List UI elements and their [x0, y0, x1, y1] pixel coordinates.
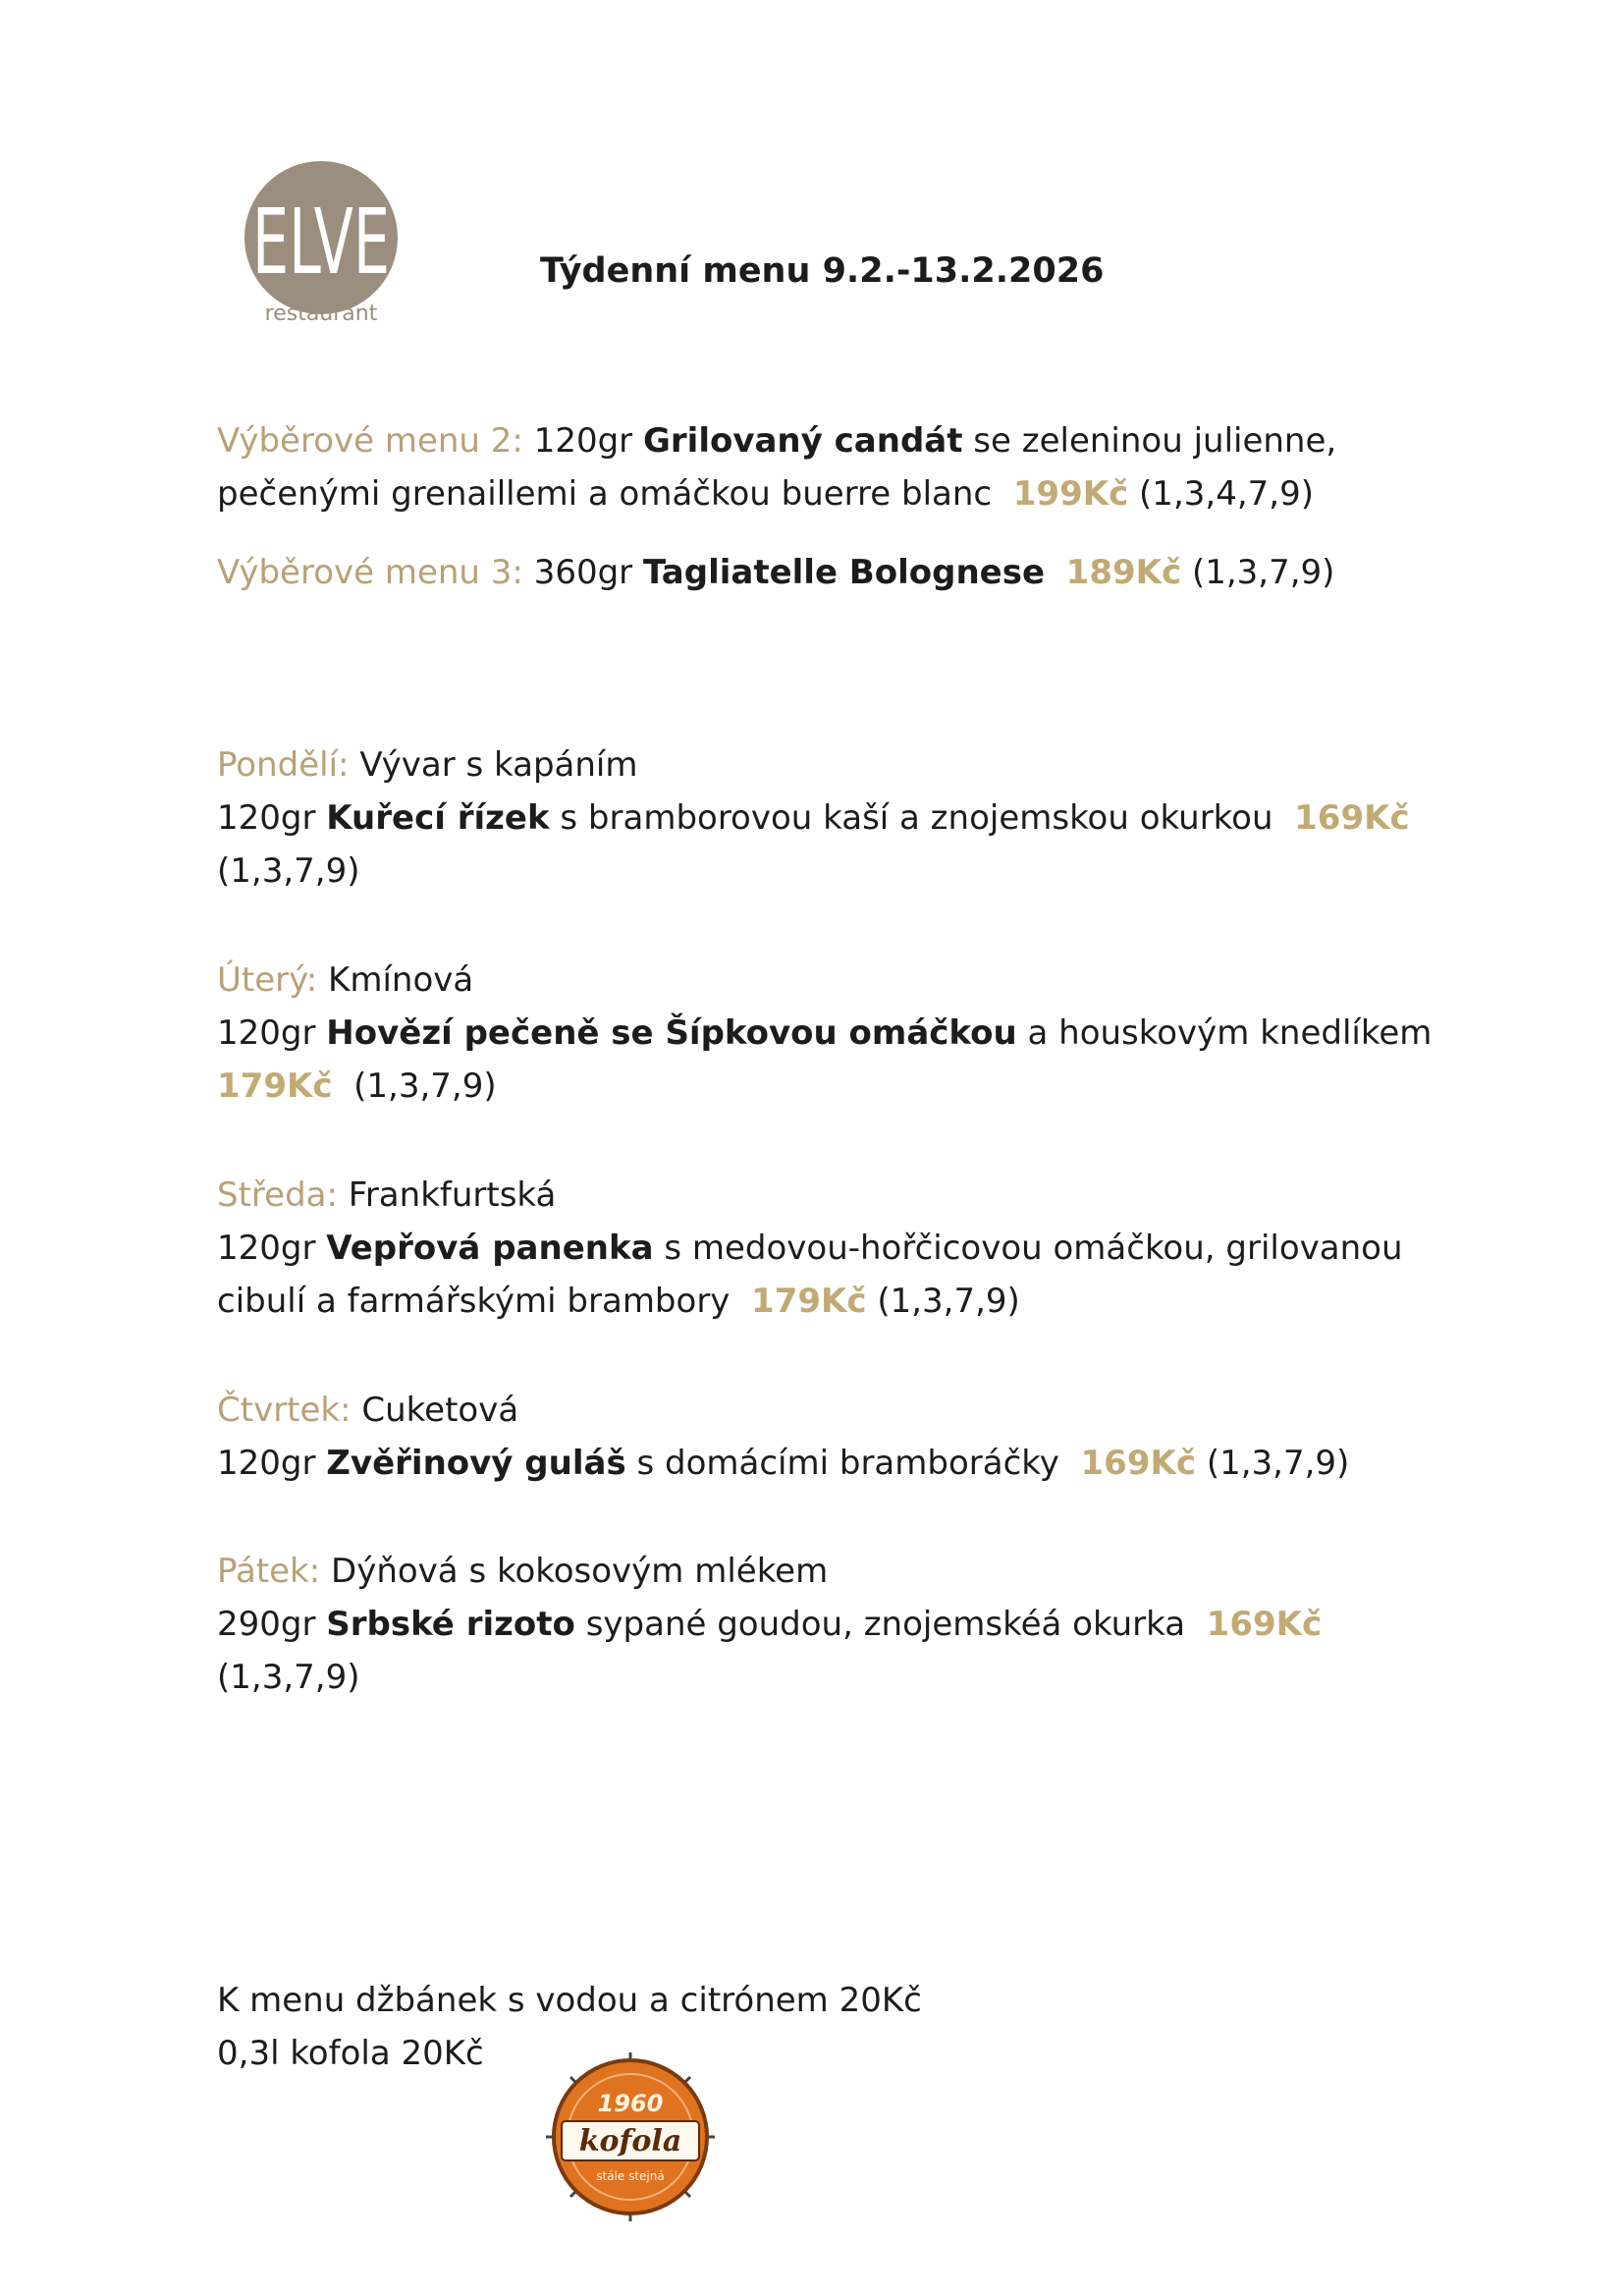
dish-weight: 120gr [217, 1229, 316, 1268]
water-jug-line: K menu džbánek s vodou a citrónem 20Kč [217, 1981, 922, 2020]
dish-allergens: (1,3,7,9) [353, 1066, 497, 1106]
dish-weight: 360gr [533, 553, 633, 592]
dish-price: 169Kč [1206, 1605, 1323, 1644]
dish-price: 169Kč [1080, 1444, 1196, 1483]
dish-price: 189Kč [1065, 553, 1182, 592]
selection-menu-3 [217, 546, 1484, 599]
dish-name: Vepřová panenka [326, 1229, 654, 1268]
dish-allergens: (1,3,7,9) [877, 1282, 1020, 1321]
dish-weight: 290gr [217, 1605, 316, 1644]
day-label: Čtvrtek: [217, 1391, 352, 1430]
dish-allergens: (1,3,7,9) [217, 1658, 360, 1697]
soup: Vývar s kapáním [359, 745, 638, 785]
day-tuesday [217, 954, 1484, 1113]
dish-description: s bramborovou kaší a znojemskou okurkou [560, 798, 1273, 838]
dish-allergens: (1,3,7,9) [1191, 553, 1335, 592]
selection-menu-2 [217, 414, 1484, 520]
day-thursday [217, 1384, 1484, 1490]
page-title: Týdenní menu 9.2.-13.2.2026 [540, 251, 1105, 291]
dish-description: sypané goudou, znojemskéá okurka [585, 1605, 1186, 1644]
menu-label: Výběrové menu 3: [217, 553, 523, 592]
dish-allergens: (1,3,7,9) [1206, 1444, 1350, 1483]
dish-description: s domácími bramboráčky [636, 1444, 1059, 1483]
day-monday [217, 738, 1484, 898]
dish-name: Tagliatelle Bolognese [642, 553, 1046, 592]
day-friday [217, 1545, 1484, 1704]
dish-allergens: (1,3,4,7,9) [1139, 474, 1314, 514]
day-label: Pátek: [217, 1552, 321, 1591]
dish-description: a houskovým knedlíkem [1027, 1013, 1433, 1053]
dish-name: Srbské rizoto [326, 1605, 575, 1644]
drinks-footer [217, 1974, 1484, 2080]
kofola-tagline: stále stejná [596, 2169, 665, 2183]
dish-description: pečenými grenaillemi a omáčkou buerre blanc [217, 474, 993, 514]
soup: Cuketová [361, 1391, 519, 1430]
dish-description: cibulí a farmářskými brambory [217, 1282, 731, 1321]
dish-name: Zvěřinový guláš [326, 1444, 626, 1483]
dish-allergens: (1,3,7,9) [217, 851, 360, 891]
dish-name: Hovězí pečeně se Šípkovou omáčkou [326, 1013, 1017, 1053]
kofola-line: 0,3l kofola 20Kč [217, 2034, 484, 2073]
day-label: Pondělí: [217, 745, 350, 785]
dish-description: s medovou-hořčicovou omáčkou, grilovanou [664, 1229, 1403, 1268]
day-wednesday [217, 1169, 1484, 1328]
elve-restaurant-logo [238, 159, 405, 326]
logo-main-text: ELVE [252, 190, 390, 295]
dish-weight: 120gr [533, 421, 633, 461]
kofola-year: 1960 [597, 2090, 664, 2117]
dish-weight: 120gr [217, 1013, 316, 1053]
dish-weight: 120gr [217, 1444, 316, 1483]
menu-label: Výběrové menu 2: [217, 421, 523, 461]
soup: Kmínová [328, 960, 474, 1000]
kofola-brand: kofola [578, 2124, 682, 2158]
dish-price: 199Kč [1012, 474, 1129, 514]
kofola-bottle-cap-logo [542, 2049, 719, 2225]
day-label: Středa: [217, 1175, 338, 1215]
soup: Dýňová s kokosovým mlékem [331, 1552, 829, 1591]
dish-weight: 120gr [217, 798, 316, 838]
dish-name: Kuřecí řízek [326, 798, 550, 838]
day-label: Úterý: [217, 960, 318, 1000]
dish-name: Grilovaný candát [642, 421, 963, 461]
soup: Frankfurtská [348, 1175, 557, 1215]
dish-description: se zeleninou julienne, [973, 421, 1337, 461]
dish-price: 179Kč [751, 1282, 867, 1321]
logo-sub-text: restaurant [264, 301, 378, 326]
dish-price: 169Kč [1294, 798, 1410, 838]
dish-price: 179Kč [217, 1066, 333, 1106]
